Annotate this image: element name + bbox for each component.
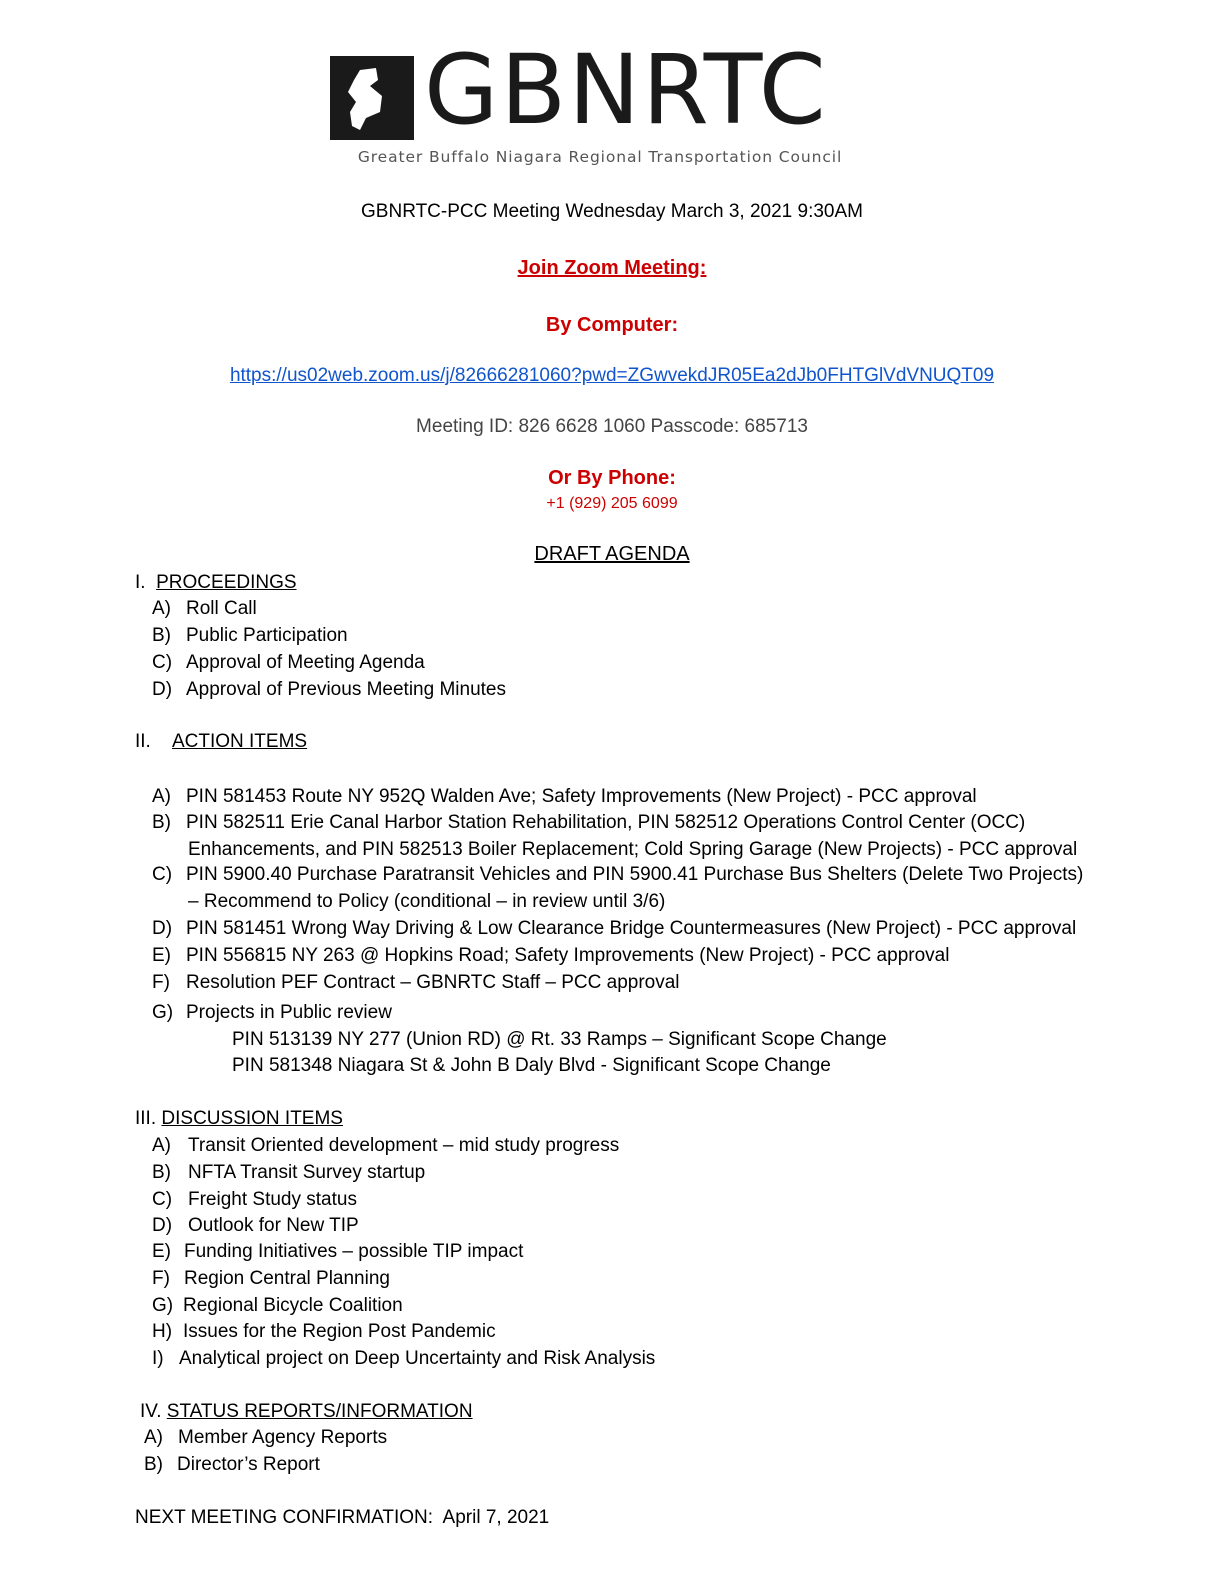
join-zoom-heading: Join Zoom Meeting: — [517, 257, 707, 279]
zoom-link[interactable]: https://us02web.zoom.us/j/82666281060?pwd=ZGwvekdJR05Ea2dJb0FHTGlVdVNUQT09 — [229, 365, 995, 386]
list-item: B) NFTA Transit Survey startup — [152, 1162, 426, 1183]
section-number: I. — [135, 572, 146, 593]
section-action-items — [135, 732, 307, 753]
list-item: H) Issues for the Region Post Pandemic — [152, 1321, 496, 1342]
list-item-continuation: – Recommend to Policy (conditional – in review until 3/6) — [188, 891, 666, 912]
list-item: A) PIN 581453 Route NY 952Q Walden Ave; Safety Improvements (New Project) - PCC approval — [152, 786, 977, 807]
list-item: C) Freight Study status — [152, 1189, 357, 1210]
next-meeting-confirmation: NEXT MEETING CONFIRMATION: April 7, 2021 — [135, 1507, 550, 1528]
section-status-reports — [140, 1402, 473, 1423]
section-number: II. — [135, 731, 151, 752]
section-title: PROCEEDINGS — [156, 572, 297, 593]
sub-list-item: PIN 513139 NY 277 (Union RD) @ Rt. 33 Ramps – Significant Scope Change — [232, 1029, 887, 1050]
list-item: E) Funding Initiatives – possible TIP impact — [152, 1241, 524, 1262]
list-item: C) PIN 5900.40 Purchase Paratransit Vehicles and PIN 5900.41 Purchase Bus Shelters (Delete Two Projects) — [152, 864, 1084, 885]
meeting-title: GBNRTC-PCC Meeting Wednesday March 3, 2021 9:30AM — [361, 201, 863, 222]
section-title: DISCUSSION ITEMS — [161, 1108, 343, 1129]
logo-wordmark: GBNRTC — [424, 34, 828, 146]
sub-list-item: PIN 581348 Niagara St & John B Daly Blvd - Significant Scope Change — [232, 1055, 831, 1076]
list-item: C) Approval of Meeting Agenda — [152, 652, 425, 673]
list-item: D) PIN 581451 Wrong Way Driving & Low Clearance Bridge Countermeasures (New Project) - PCC approval — [152, 918, 1077, 939]
list-item: F) Region Central Planning — [152, 1268, 390, 1289]
logo-tagline: Greater Buffalo Niagara Regional Transportation Council — [357, 148, 843, 166]
phone-number: +1 (929) 205 6099 — [546, 495, 678, 512]
section-proceedings — [135, 573, 297, 594]
by-computer-heading: By Computer: — [545, 314, 679, 336]
draft-agenda-heading: DRAFT AGENDA — [534, 543, 690, 565]
list-item: A) Member Agency Reports — [144, 1427, 388, 1448]
section-title: ACTION ITEMS — [171, 731, 308, 752]
section-discussion-items — [135, 1109, 343, 1130]
list-item: I) Analytical project on Deep Uncertainty and Risk Analysis — [152, 1348, 656, 1369]
list-item: D) Approval of Previous Meeting Minutes — [152, 679, 506, 700]
list-item: G) Regional Bicycle Coalition — [152, 1295, 403, 1316]
section-number: IV. — [140, 1401, 162, 1422]
list-item: G) Projects in Public review — [152, 1002, 392, 1023]
list-item: E) PIN 556815 NY 263 @ Hopkins Road; Safety Improvements (New Project) - PCC approval — [152, 945, 950, 966]
section-number: III. — [135, 1108, 157, 1129]
list-item: F) Resolution PEF Contract – GBNRTC Staff – PCC approval — [152, 972, 680, 993]
section-title: STATUS REPORTS/INFORMATION — [166, 1401, 473, 1422]
region-map-icon — [330, 56, 414, 140]
list-item-continuation: Enhancements, and PIN 582513 Boiler Replacement; Cold Spring Garage (New Projects) - PCC approval — [188, 839, 1078, 860]
list-item: A) Transit Oriented development – mid study progress — [152, 1135, 620, 1156]
list-item: B) PIN 582511 Erie Canal Harbor Station Rehabilitation, PIN 582512 Operations Control Center (OCC) — [152, 812, 1026, 833]
list-item: D) Outlook for New TIP — [152, 1215, 359, 1236]
or-by-phone-heading: Or By Phone: — [548, 467, 676, 489]
gbnrtc-logo — [330, 34, 870, 172]
list-item: B) Public Participation — [152, 625, 348, 646]
list-item: A) Roll Call — [152, 598, 257, 619]
list-item: B) Director’s Report — [144, 1454, 320, 1475]
meeting-id: Meeting ID: 826 6628 1060 Passcode: 685713 — [416, 416, 808, 437]
